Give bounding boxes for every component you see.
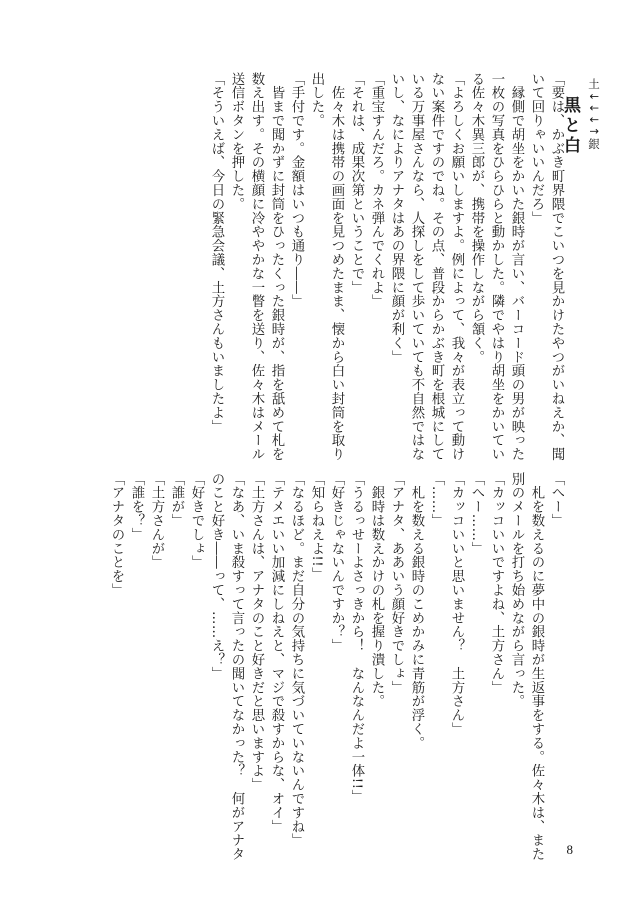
text-line: 縁側で胡坐をかいた銀時が言い、バーコード頭の男が映った [509,72,524,462]
chapter-title: 黒と白 [560,96,580,156]
text-line: のこと好き――って、……え？」 [209,472,224,681]
text-line: 「知らねえよ!!」 [309,472,324,582]
upper-text-block [206,72,566,462]
text-line: 「なあ、いま殺すって言ったの聞いてなかった？ 何がアナタ [229,472,244,862]
text-line: 「そういえば、今日の緊急会議、土方さんもいましたよ」 [209,72,224,434]
text-line: 「誰を？」 [129,472,144,542]
page-number: 8 [566,842,573,857]
text-line: 銀時は数えかけの札を握り潰した。 [369,472,384,709]
text-line: 「アナタ、ああいう顔好きでしょ」 [389,472,404,695]
text-line: 「よろしくお願いしますよ。例によって、我々が表立って動け [449,72,464,462]
text-line: 「好きじゃないんですか？」 [329,472,344,653]
text-line: る佐々木異三郎が、携帯を操作しながら頷く。 [469,72,484,364]
text-line: 「要は、かぶき町界隈でこいつを見かけたやつがいねえか、聞 [549,72,564,462]
text-line: 「なるほど。まだ自分の気持ちに気づいていないんですね」 [289,472,304,848]
text-line: 「……」 [429,472,444,528]
pairing-label: 土↓↓↓↑銀 [587,78,601,152]
text-line: 札を数える銀時のこめかみに青筋が浮く。 [409,472,424,750]
text-line: 「誰が」 [169,472,184,528]
text-line: いし、なによりアナタはあの界隈に顔が利く」 [389,72,404,364]
text-line: 皆まで聞かずに封筒をひったくった銀時が、指を舐めて札を [269,72,284,462]
text-line: 「テメエいい加減にしねえと、マジで殺すからな、オイ」 [269,472,284,834]
text-line: 「重宝すんだろ。カネ弾んでくれよ」 [369,72,384,309]
lower-text-block [106,472,566,862]
text-line: 「土方さんは、アナタのこと好きだと思いますよ」 [249,472,264,792]
text-line: 別のメールを打ち始めながら言った。 [509,472,524,709]
text-line: 「好きでしょ」 [189,472,204,570]
text-line: いる万事屋さんなら、人探しをして歩いていても不自然ではな [409,72,424,462]
text-line: 「アナタのことを」 [109,472,124,598]
text-line: 「へー」 [549,472,564,528]
text-line: 「へー……」 [469,472,484,556]
text-line: ない案件ですのでね。その点、普段からかぶき町を根城にして [429,72,444,462]
text-line: 一枚の写真をひらひらと動かした。隣でやはり胡坐をかいてい [489,72,504,462]
text-line: 送信ボタンを押した。 [229,72,244,211]
text-line: いて回りゃいいんだろ」 [529,72,544,225]
text-line: 「カッコいいと思いません？ 土方さん」 [449,472,464,737]
text-line: 「カッコいいですよね、土方さん」 [489,472,504,695]
text-line: 「土方さんが」 [149,472,164,570]
text-line: 「それは、成果次第ということで」 [349,72,364,295]
text-line: 佐々木は携帯の画面を見つめたまま、懐から白い封筒を取り [329,72,344,462]
text-line: 「うるっせーよさっきから！ なんなんだよ一体!!」 [349,472,364,804]
text-line: 出した。 [309,72,324,128]
text-line: 札を数えるのに夢中の銀時が生返事をする。佐々木は、また [529,472,544,862]
text-line: 「手付です。金額はいつも通り――」 [289,72,304,309]
text-line: 数え出す。その横顔に冷ややかな一瞥を送り、佐々木はメール [249,72,264,462]
